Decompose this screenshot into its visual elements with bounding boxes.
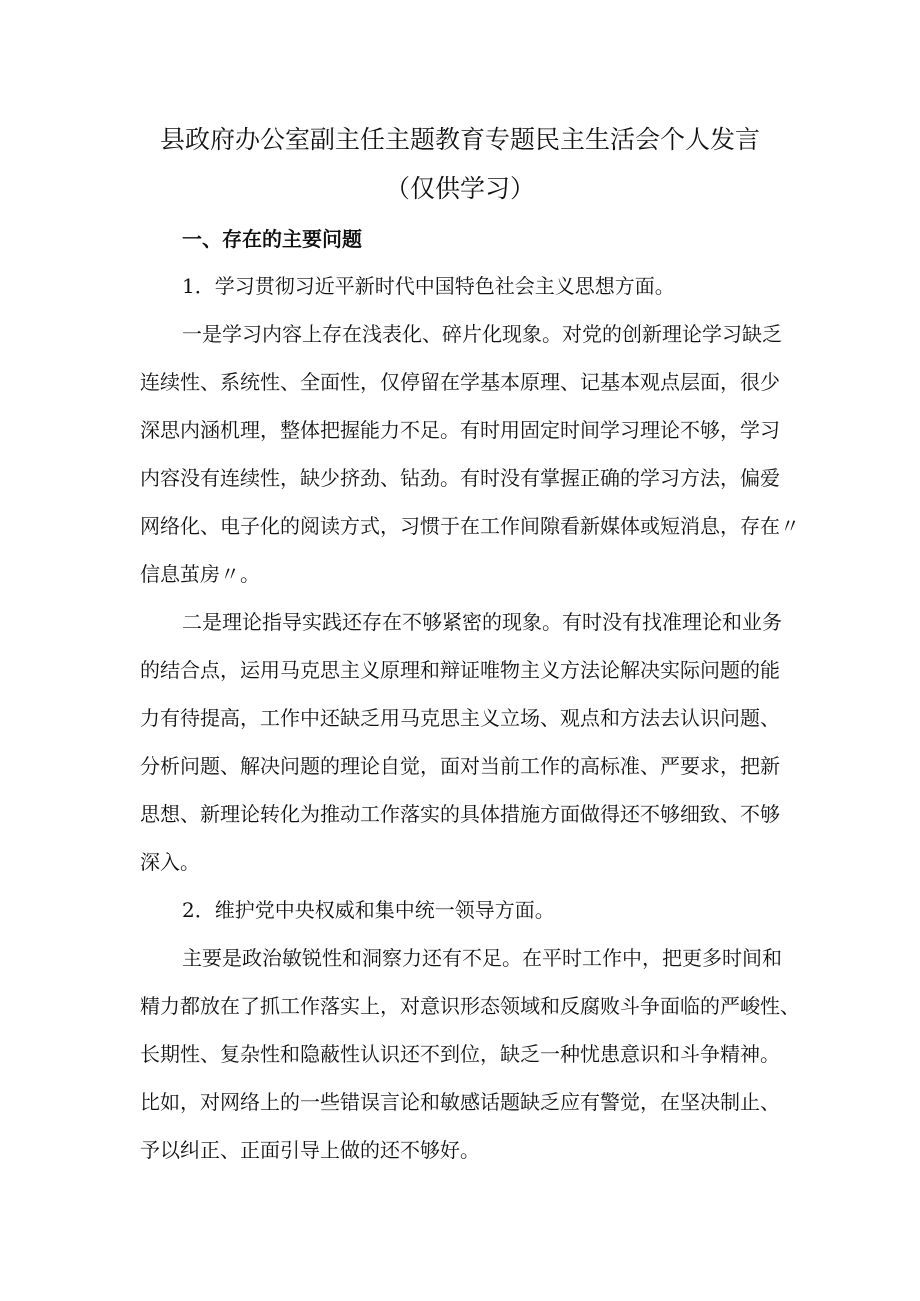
paragraph-line: 的结合点，运用马克思主义原理和辩证唯物主义方法论解决实际问题的能 — [140, 658, 780, 682]
section-heading: 一、存在的主要问题 — [182, 227, 362, 251]
paragraph-line: 信息茧房〃。 — [140, 562, 260, 586]
paragraph-line: 网络化、电子化的阅读方式，习惯于在工作间隙看新媒体或短消息，存在〃 — [140, 514, 800, 538]
paragraph-line: 深入。 — [140, 850, 200, 874]
paragraph-line: 力有待提高，工作中还缺乏用马克思主义立场、观点和方法去认识问题、 — [140, 706, 780, 730]
document-title: 县政府办公室副主任主题教育专题民主生活会个人发言 — [159, 125, 760, 154]
subsection-heading-2: 2．维护党中央权威和集中统一领导方面。 — [182, 898, 555, 922]
paragraph-line: 主要是政治敏锐性和洞察力还有不足。在平时工作中，把更多时间和 — [182, 946, 782, 970]
paragraph-line: 精力都放在了抓工作落实上，对意识形态领域和反腐败斗争面临的严峻性、 — [140, 994, 800, 1018]
paragraph-line: 予以纠正、正面引导上做的还不够好。 — [140, 1138, 480, 1162]
paragraph-line: 内容没有连续性，缺少挤劲、钻劲。有时没有掌握正确的学习方法，偏爱 — [140, 466, 780, 490]
paragraph-line: 连续性、系统性、全面性，仅停留在学基本原理、记基本观点层面，很少 — [140, 370, 780, 394]
paragraph-line: 比如，对网络上的一些错误言论和敏感话题缺乏应有警觉，在坚决制止、 — [140, 1090, 780, 1114]
paragraph-line: 二是理论指导实践还存在不够紧密的现象。有时没有找准理论和业务 — [182, 610, 782, 634]
paragraph-line: 深思内涵机理，整体把握能力不足。有时用固定时间学习理论不够，学习 — [140, 418, 780, 442]
paragraph-line: 思想、新理论转化为推动工作落实的具体措施方面做得还不够细致、不够 — [140, 802, 780, 826]
paragraph-line: 长期性、复杂性和隐蔽性认识还不到位，缺乏一种忧患意识和斗争精神。 — [140, 1042, 780, 1066]
subsection-heading-1: 1．学习贯彻习近平新时代中国特色社会主义思想方面。 — [182, 274, 675, 298]
paragraph-line: 一是学习内容上存在浅表化、碎片化现象。对党的创新理论学习缺乏 — [182, 322, 782, 346]
paragraph-line: 分析问题、解决问题的理论自觉，面对当前工作的高标准、严要求，把新 — [140, 754, 780, 778]
document-subtitle: （仅供学习） — [384, 174, 535, 203]
